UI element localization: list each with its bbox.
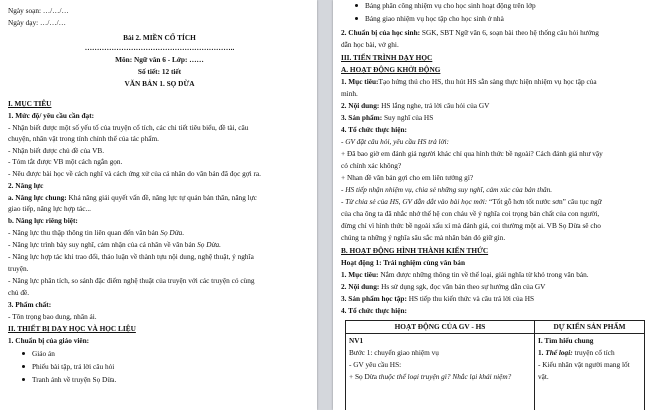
text-line: - Nhận biết được một số yếu tố của truyện cổ tích, các chi tiết tiêu biểu, đề tài, câu: [8, 123, 249, 132]
date-day: Ngày dạy: …/…/…: [8, 18, 66, 27]
text-part: - Năng lực thu thập thông tin liên quan đến văn bản: [8, 228, 161, 237]
bullet-text: Giáo án: [32, 349, 55, 358]
text-line: [8, 228, 311, 237]
bullet-dot: [355, 4, 358, 7]
section-heading-warmup: A. HOẠT ĐỘNG KHỞI ĐỘNG: [341, 65, 441, 74]
text-line: [341, 270, 644, 279]
bullet-item: [8, 362, 311, 371]
document-page-left: [0, 0, 317, 410]
text-italic: thuộc thể loại truyện gì? Nhắc lại khái niệm?: [378, 372, 512, 381]
text-line: chủ đề.: [8, 288, 30, 297]
text-line: + Nhan đề văn bản gợi cho em liên tưởng gì?: [341, 173, 474, 182]
text-line: của cha ông ta đã nhắc nhở thế hệ con cháu về ý nghĩa coi trọng bản chất của con người,: [341, 209, 600, 218]
bullet-text: Bảng giao nhiệm vụ học tập cho học sinh ở nhà: [365, 14, 504, 23]
text-line: - Nêu được bài học về cách nghĩ và cách ứng xử của cá nhân do văn bản đã đọc gợi ra.: [8, 169, 261, 178]
text-line: [341, 28, 644, 37]
text-line: [341, 77, 644, 86]
label: 2. Nội dung:: [341, 101, 380, 110]
text-part: HS tiếp thu kiến thức và câu trả lời của HS: [406, 294, 535, 303]
text-line: chúng ta những ý nghĩa sâu sắc mà nhân bản đó giữ gìn.: [341, 233, 506, 242]
text-line: [341, 197, 644, 206]
section-heading-objectives: I. MỤC TIÊU: [8, 99, 52, 108]
text-line: [341, 101, 644, 110]
text-part: truyện cổ tích: [572, 348, 615, 357]
label: 3. Sản phẩm học tập:: [341, 294, 407, 303]
subheading-competence: 2. Năng lực: [8, 181, 44, 190]
text-line: mình.: [341, 89, 358, 98]
text-part: Suy nghĩ của HS: [382, 113, 434, 122]
bullet-dot: [355, 17, 358, 20]
bullet-dot: [22, 378, 25, 381]
text-title: VĂN BẢN 1. SỌ DỪA: [124, 79, 195, 88]
subheading-activity-1: Hoạt động 1: Trải nghiệm cùng văn bản: [341, 258, 466, 267]
bullet-text: Bảng phân công nhiệm vụ cho học sinh hoạt động trên lớp: [365, 1, 536, 10]
bullet-item: [8, 349, 311, 358]
bullet-dot: [22, 352, 25, 355]
subheading-teacher-prep: 1. Chuẩn bị của giáo viên:: [8, 336, 90, 345]
bullet-text: Tranh ảnh về truyện Sọ Dừa.: [32, 375, 117, 384]
activity-table: [345, 320, 645, 410]
date-soan: Ngày soạn: …/…/…: [8, 6, 69, 15]
text-italic: Sọ Dừa.: [197, 240, 221, 249]
text-line: [341, 294, 644, 303]
text-line: [8, 240, 311, 249]
subheading-organize-2: 4. Tổ chức thực hiện:: [341, 306, 407, 315]
student-prep-label: 2. Chuẩn bị của học sinh:: [341, 28, 421, 37]
dots-line: ……………………………………………………..: [84, 43, 235, 52]
text-line: - HS tiếp nhận nhiệm vụ, chia sẻ những suy nghĩ, cảm xúc của bản thân.: [341, 185, 553, 194]
section-heading-equipment: II. THIẾT BỊ DẠY HỌC VÀ HỌC LIỆU: [8, 324, 136, 333]
text-italic: Sọ Dừa.: [160, 228, 185, 237]
text-line: truyện.: [8, 264, 29, 273]
table-header-activity: HOẠT ĐỘNG CỦA GV - HS: [394, 322, 486, 331]
text-line: - Nhận biết được chủ đề của VB.: [8, 146, 105, 155]
subject-line: Môn: Ngữ văn 6 - Lớp: ……: [115, 55, 204, 64]
table-cell: [349, 372, 532, 381]
label: 1. Mục tiêu:: [341, 270, 379, 279]
period-line: Số tiết: 12 tiết: [137, 67, 182, 76]
text-italic: - Từ chia sẻ của HS, GV dẫn dắt vào bài học mới:: [341, 197, 489, 206]
text-line: chuyện, nhân vật trong tính chỉnh thể của tác phẩm.: [8, 134, 159, 143]
text-part: + Sọ Dừa: [349, 372, 379, 381]
table-cell: I. Tìm hiểu chung: [538, 336, 594, 345]
general-competence-text: Khả năng giải quyết vấn đề, năng lực tự quản bản thân, năng lực: [66, 193, 257, 202]
text-line: - GV đặt câu hỏi, yêu cầu HS trả lời:: [341, 137, 449, 146]
table-column-divider: [534, 321, 535, 410]
text-line: - Năng lực hợp tác khi trao đổi, thảo luận về thành tựu nội dung, nghệ thuật, ý nghĩa: [8, 252, 254, 261]
table-cell: [538, 348, 642, 357]
text-line: giao tiếp, năng lực hợp tác...: [8, 204, 91, 213]
text-line: có chính xác không?: [341, 161, 402, 170]
table-cell: vật.: [538, 372, 549, 381]
text-line: dẫn học bài, vở ghi.: [341, 40, 399, 49]
subheading-specific-competence: b. Năng lực riêng biệt:: [8, 216, 78, 225]
student-prep-text: SGK, SBT Ngữ văn 6, soạn bài theo hệ thống câu hỏi hướng: [420, 28, 599, 37]
text-part: - Năng lực trình bày suy nghĩ, cảm nhận của cá nhân về văn bản: [8, 240, 198, 249]
table-header-product: DỰ KIẾN SẢN PHẨM: [553, 322, 626, 331]
text-part: Nắm được những thông tin về thể loại, giải nghĩa từ khó trong văn bản.: [378, 270, 589, 279]
subheading-requirements: 1. Mức độ/ yêu cầu cần đạt:: [8, 111, 95, 120]
bullet-item: [8, 375, 311, 384]
subheading-qualities: 3. Phẩm chất:: [8, 300, 52, 309]
bullet-item: [341, 1, 644, 10]
document-page-right: [333, 0, 650, 410]
text-line: [341, 113, 644, 122]
text-line: [8, 193, 311, 202]
bullet-text: Phiếu bài tập, trả lời câu hỏi: [32, 362, 115, 371]
text-line: [341, 282, 644, 291]
text-part: Hs sử dụng sgk, đọc văn bản theo sự hướng dẫn của GV: [379, 282, 546, 291]
table-cell: NV1: [349, 336, 364, 345]
general-competence-label: a. Năng lực chung:: [8, 193, 67, 202]
text-line: đừng chỉ vì hình thức bề ngoài xấu xí mà đánh giá, coi thường một ai. VB Sọ Dừa sẽ cho: [341, 221, 601, 230]
bullet-dot: [22, 365, 25, 368]
text-line: + Đã bao giờ em đánh giá người khác chỉ qua hình thức bề ngoài? Cách đánh giá như vậy: [341, 149, 603, 158]
bullet-item: [341, 14, 644, 23]
table-cell: - GV yêu cầu HS:: [349, 360, 402, 369]
section-heading-knowledge: B. HOẠT ĐỘNG HÌNH THÀNH KIẾN THỨC: [341, 246, 489, 255]
label: 2. Nội dung:: [341, 282, 380, 291]
text-line: - Tôn trọng bao dung, nhân ái.: [8, 312, 97, 321]
text-italic: Thể loại:: [545, 348, 573, 357]
subheading-organize: 4. Tổ chức thực hiện:: [341, 125, 407, 134]
text-part: 1.: [538, 348, 546, 357]
table-cell: - Kiểu nhân vật người mang lốt: [538, 360, 630, 369]
text-line: - Năng lực phân tích, so sánh đặc điểm nghệ thuật của truyện với các truyện có cùng: [8, 276, 255, 285]
text-part: HS lắng nghe, trả lời câu hỏi của GV: [379, 101, 490, 110]
table-cell: Bước 1: chuyển giao nhiệm vụ: [349, 348, 439, 357]
lesson-title: Bài 2. MIỀN CỔ TÍCH: [123, 33, 196, 42]
table-header-divider: [346, 333, 644, 334]
text-line: - Tóm tắt được VB một cách ngắn gọn.: [8, 157, 123, 166]
label: 3. Sản phẩm:: [341, 113, 383, 122]
text-part: Tạo hứng thú cho HS, thu hút HS sẵn sàng thực hiện nhiệm vụ học tập của: [378, 77, 597, 86]
text-part: “Tốt gỗ hơn tốt nước sơn” câu tục ngữ: [488, 197, 602, 206]
section-heading-process: III. TIẾN TRÌNH DẠY HỌC: [341, 53, 433, 62]
label: 1. Mục tiêu:: [341, 77, 379, 86]
